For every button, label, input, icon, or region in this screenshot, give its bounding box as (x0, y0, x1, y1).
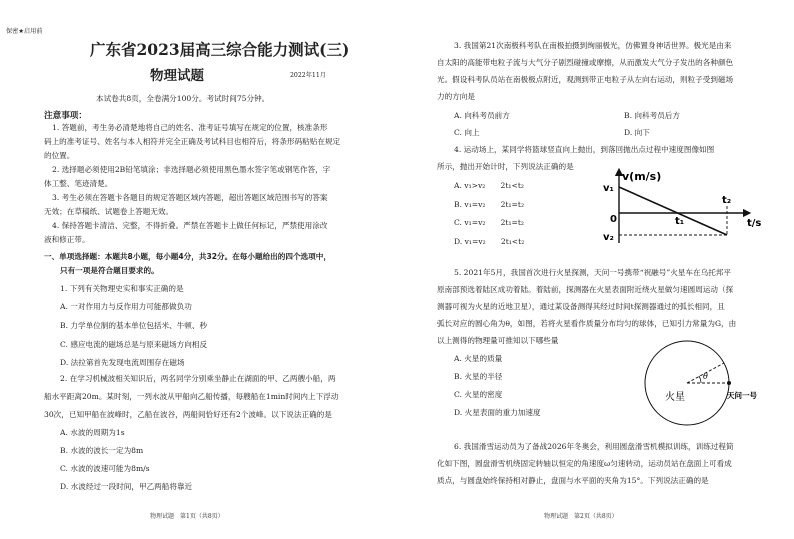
exam-intro: 本试卷共8页，全卷满分100分。考试时间75分钟。 (96, 94, 270, 103)
question-6-stem: 质点，与圆盘始终保持相对静止，盘面与水平面的夹角为15°。下列说法正确的是 (437, 476, 709, 485)
question-3-stem: 自太阳的高能带电粒子流与大气分子剧烈碰撞或摩擦，从而激发大气分子发出的各种颜色 (437, 58, 734, 67)
section-header: 只有一项是符合题目要求的。 (60, 266, 159, 275)
note-line: 4. 保持答题卡清洁、完整，不得折叠。严禁在答题卡上做任何标记，严禁使用涂改 (52, 221, 328, 230)
mars-orbit-diagram (627, 338, 787, 432)
page-2 (397, 0, 794, 539)
section-header: 一、单项选择题：本题共8小题，每小题4分，共32分。在每小题给出的四个选项中， (44, 252, 331, 261)
question-4-stem: 所示，抛出开始计时，下列说法正确的是 (437, 162, 574, 171)
probe-label: 天问一号 (727, 391, 757, 400)
angle-arc (699, 376, 701, 383)
question-2-stem: 船水平距离20m。某时刻，一列水波从甲船向乙船传播，每艘船在1min时间内上下浮动 (44, 392, 339, 401)
question-3-stem: 3. 我国第21次南极科考队在南极拍摄到绚丽极光，仿佛置身神话世界。极光是由来 (454, 41, 732, 50)
note-line: 的位置。 (44, 151, 75, 160)
question-1-stem: 1. 下列有关物理史实和事实正确的是 (60, 284, 184, 293)
planet-label: 火星 (665, 392, 685, 403)
question-5-option-c[interactable]: C. 火星的密度 (454, 390, 503, 399)
question-5-stem: 原南部预选着陆区成功着陆。着陆前，探测器在火星表面附近绕火星做匀速圆周运动（探 (437, 285, 734, 294)
question-5-option-b[interactable]: B. 火星的半径 (454, 372, 503, 381)
exam-title: 广东省2023届高三综合能力测试(三) (90, 40, 350, 59)
t2-label: t₂ (722, 195, 732, 206)
note-line: 2. 选择题必须使用2B铅笔填涂；非选择题必须使用黑色墨水签字笔或钢笔作答，字 (52, 165, 331, 174)
question-4-stem: 4. 运动场上，某同学将篮球竖直向上抛出，到落回抛出点过程中速度图像如图 (454, 145, 715, 154)
question-3-option-a[interactable]: A. 向科考员前方 (454, 111, 510, 120)
question-4-option-a[interactable]: A. v₁>v₂ 2t₁<t₂ (454, 181, 524, 190)
question-2-option-d[interactable]: D. 水波经过一段时间，甲乙两船将靠近 (60, 482, 193, 491)
question-1-option-a[interactable]: A. 一对作用力与反作用力可能都做负功 (60, 302, 192, 311)
question-4-option-d[interactable]: D. v₁=v₂ 2t₁<t₂ (454, 237, 525, 246)
question-2-stem: 30次，已知甲船在波峰时，乙船在波谷，两船间恰好还有2个波峰。以下说法正确的是 (44, 410, 332, 419)
velocity-time-graph (597, 168, 767, 248)
t-axis-label: t/s (747, 218, 762, 229)
question-5-stem: 测器可视为火星的近地卫星），通过某设备测得其经过时间t探测器通过的弧长相同，且 (437, 302, 725, 311)
question-3-option-b[interactable]: B. 向科考员后方 (624, 111, 680, 120)
question-3-stem: 光。假设科考队员站在南极极点附近，观测到带正电粒子从左向右运动，则粒子受到磁场 (437, 75, 734, 84)
question-6-stem: 6. 我国滑雪运动员为了备战2026年冬奥会，利用圆盘滑雪机模拟训练，训练过程简 (454, 442, 734, 451)
question-1-option-b[interactable]: B. 力学单位制的基本单位包括米、牛顿、秒 (60, 321, 208, 330)
question-6-stem: 化如下图，圆盘滑雪机绕固定转轴以恒定的角速度ω匀速转动，运动员站在盘面上可看成 (437, 459, 732, 468)
question-1-option-c[interactable]: C. 感应电流的磁场总是与原来磁场方向相反 (60, 340, 208, 349)
question-2-option-b[interactable]: B. 水波的波长一定为8m (60, 446, 144, 455)
question-3-option-d[interactable]: D. 向下 (624, 128, 650, 137)
question-3-option-c[interactable]: C. 向上 (454, 128, 480, 137)
v1-label: v₁ (603, 183, 614, 194)
question-4-option-c[interactable]: C. v₁=v₂ 2t₁=t₂ (454, 218, 524, 227)
question-5-option-a[interactable]: A. 火星的质量 (454, 354, 503, 363)
v2-label: v₂ (603, 232, 614, 243)
velocity-line (619, 187, 727, 235)
note-line: 1. 答题前，考生务必清楚地将自己的姓名、准考证号填写在规定的位置，核准条形 (52, 123, 328, 132)
question-5-option-d[interactable]: D. 火星表面的重力加速度 (454, 408, 541, 417)
note-line: 无效；在草稿纸、试题卷上答题无效。 (44, 207, 174, 216)
question-5-stem: 5. 2021年5月，我国首次进行火星探测，天问一号携带“祝融号”火星车在乌托邦平 (454, 268, 731, 277)
note-line: 3. 考生必须在答题卡各题目的规定答题区域内答题，超出答题区域范围书写的答案 (52, 193, 328, 202)
note-line: 体工整、笔迹清楚。 (44, 179, 113, 188)
question-4-option-b[interactable]: B. v₁=v₂ 2t₁=t₂ (454, 200, 525, 209)
question-3-stem: 力的方向是 (437, 92, 475, 101)
question-1-option-d[interactable]: D. 法拉第首先发现电流周围存在磁场 (60, 358, 185, 367)
question-5-stem: 弧长对应的圆心角为θ，如图，若将火星看作质量分布均匀的球体，已知引力常量为G，由 (437, 319, 737, 328)
note-line: 液和修正带。 (44, 235, 90, 244)
exam-subtitle: 物理试题 (150, 68, 204, 84)
notice-header: 注意事项： (44, 111, 87, 121)
t1-label: t₁ (675, 216, 685, 227)
page-footer: 物理试题 第2页（共8页） (544, 513, 618, 520)
question-2-option-a[interactable]: A. 水波的周期为1s (60, 428, 125, 437)
confidential-mark: 保密★启用前 (6, 28, 43, 35)
question-2-stem: 2. 在学习机械波相关知识后，两名同学分别乘坐静止在湖面的甲、乙两艘小船，两 (60, 374, 336, 383)
question-2-option-c[interactable]: C. 水波的波速可能为8m/s (60, 464, 150, 473)
probe-dot (727, 381, 731, 385)
exam-date: 2022年11月 (290, 72, 326, 79)
origin-label: 0 (610, 214, 617, 225)
note-line: 码上的准考证号、姓名与本人相符并完全正确及考试科目也相符后，将条形码粘贴在规定 (44, 137, 341, 146)
angle-label: θ (703, 372, 708, 381)
page-footer: 物理试题 第1页（共8页） (150, 513, 224, 520)
question-5-stem: 以上测得的物理量可推知以下哪些量 (437, 336, 559, 345)
v-axis-label: v(m/s) (622, 170, 662, 183)
